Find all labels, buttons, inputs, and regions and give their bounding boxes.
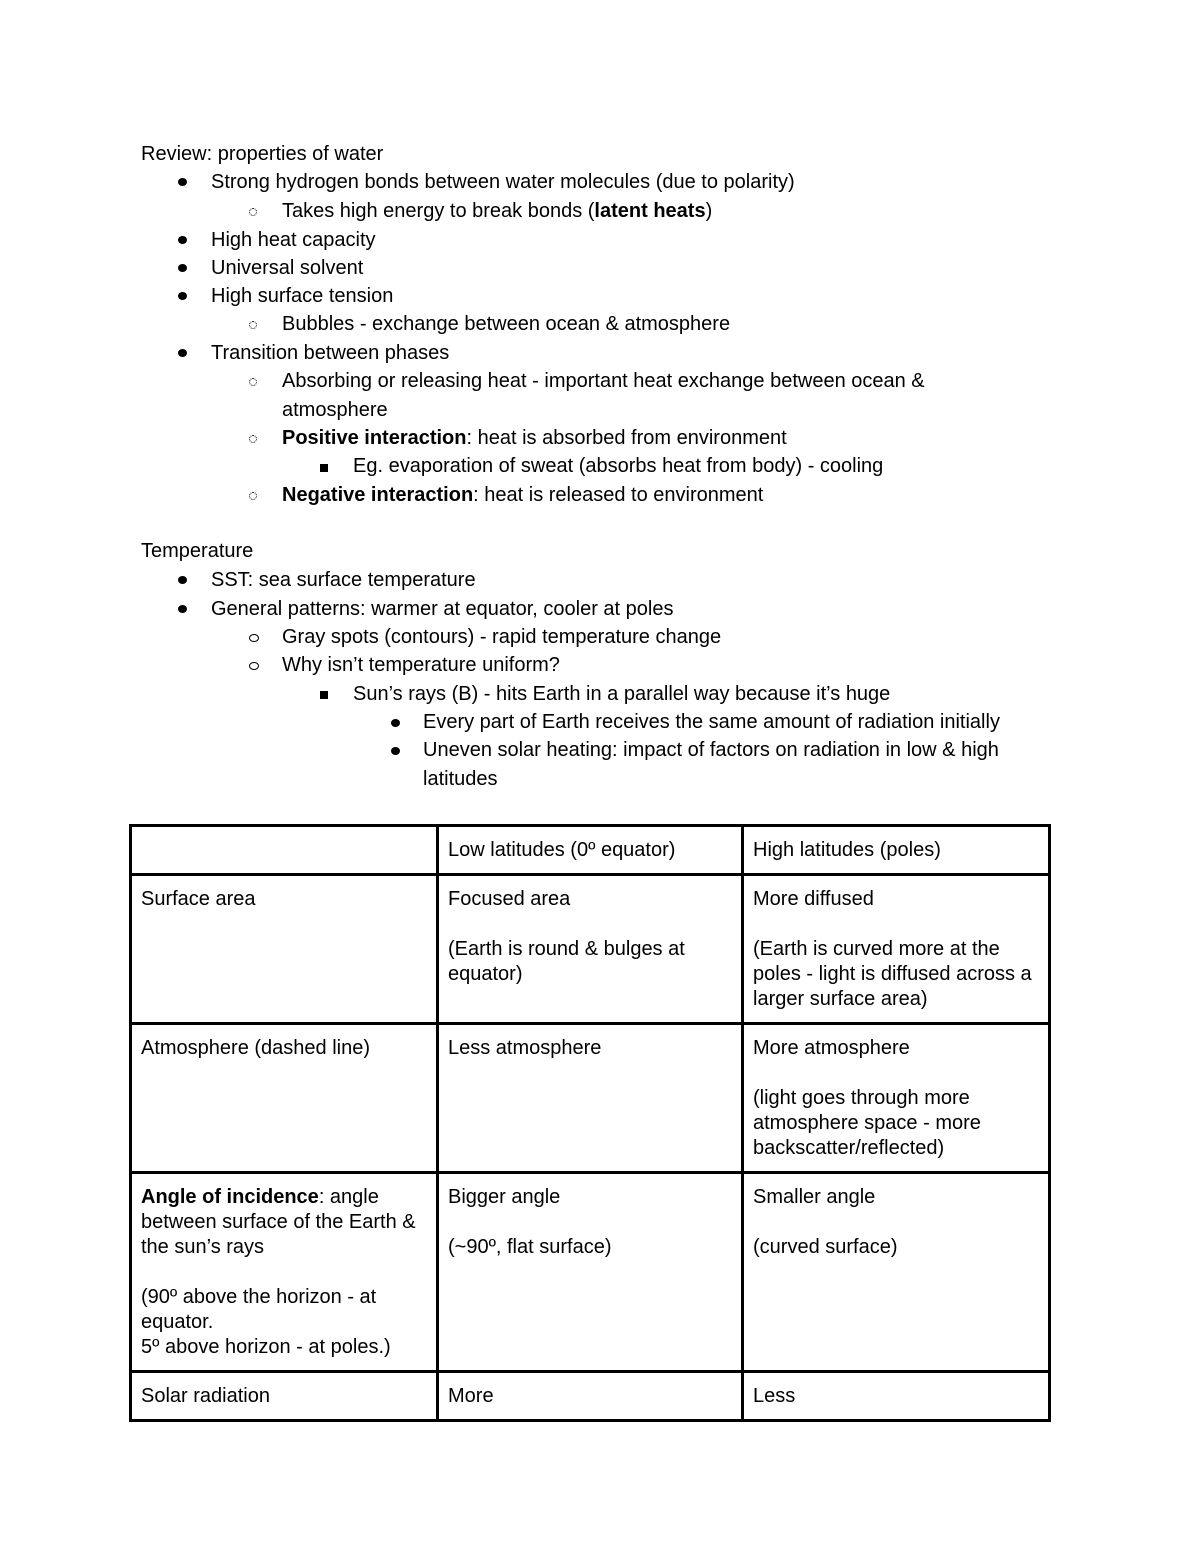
list-item: Eg. evaporation of sweat (absorbs heat from body) - cooling xyxy=(353,455,884,477)
header-cell: Low latitudes (0º equator) xyxy=(438,826,743,875)
bullet-disc-icon xyxy=(178,292,187,300)
list-item: Strong hydrogen bonds between water molecules (due to polarity) xyxy=(211,171,795,193)
list-item-text: : heat is absorbed from environment xyxy=(466,427,787,449)
table-row xyxy=(131,875,1050,1024)
table-cell xyxy=(438,875,743,1024)
list-item-text: Takes high energy to break bonds ( xyxy=(282,200,595,222)
list-item-text: : heat is released to environment xyxy=(473,484,764,506)
cell-text: Focused area xyxy=(448,888,571,910)
latent-heats-term: latent heats xyxy=(594,200,706,222)
list-item: Universal solvent xyxy=(211,257,364,279)
table-cell xyxy=(743,1024,1050,1173)
list-item-text: ) xyxy=(705,200,713,222)
row-label xyxy=(131,1173,438,1372)
table-cell xyxy=(438,1024,743,1173)
list-item xyxy=(282,197,712,225)
list-item-continued: latitudes xyxy=(423,768,498,790)
bullet-ring-icon xyxy=(249,208,257,216)
table-row xyxy=(131,1173,1050,1372)
list-item: Sun’s rays (B) - hits Earth in a parallel way because it’s huge xyxy=(353,683,891,705)
list-item: Transition between phases xyxy=(211,342,450,364)
cell-note: (light goes through more atmosphere space - more backscatter/reflected) xyxy=(753,1087,981,1159)
review-heading: Review: properties of water xyxy=(141,143,384,165)
table-row xyxy=(131,1024,1050,1173)
bullet-circle-icon xyxy=(249,634,259,642)
bullet-ring-icon xyxy=(249,492,257,500)
positive-interaction-term: Positive interaction xyxy=(282,427,467,449)
list-item: Every part of Earth receives the same amount of radiation initially xyxy=(423,711,1000,733)
header-cell xyxy=(131,826,438,875)
bullet-disc-icon xyxy=(178,178,187,186)
temperature-heading: Temperature xyxy=(141,540,254,562)
cell-text: Less atmosphere xyxy=(448,1037,602,1059)
row-label: Surface area xyxy=(131,875,438,1024)
bullet-disc-icon xyxy=(178,576,187,584)
header-cell: High latitudes (poles) xyxy=(743,826,1050,875)
latitude-comparison-table xyxy=(129,824,1051,1422)
table-cell: More xyxy=(438,1372,743,1421)
bullet-disc-icon xyxy=(178,236,187,244)
bullet-square-icon xyxy=(320,464,328,472)
row-label: Atmosphere (dashed line) xyxy=(131,1024,438,1173)
bullet-disc-icon xyxy=(391,747,400,755)
bullet-circle-icon xyxy=(249,662,259,670)
table-header-row xyxy=(131,826,1050,875)
angle-of-incidence-term: Angle of incidence xyxy=(141,1186,319,1208)
bullet-square-icon xyxy=(320,691,328,699)
list-item: General patterns: warmer at equator, cooler at poles xyxy=(211,598,674,620)
list-item: SST: sea surface temperature xyxy=(211,569,476,591)
row-label-note: 5º above horizon - at poles.) xyxy=(141,1336,391,1358)
table-cell xyxy=(743,875,1050,1024)
row-label-note: (90º above the horizon - at equator. xyxy=(141,1286,377,1333)
cell-text: Smaller angle xyxy=(753,1186,876,1208)
list-item xyxy=(282,424,787,452)
list-item: Bubbles - exchange between ocean & atmosphere xyxy=(282,313,731,335)
cell-note: (curved surface) xyxy=(753,1236,898,1258)
list-item: Uneven solar heating: impact of factors on radiation in low & high xyxy=(423,739,999,761)
bullet-disc-icon xyxy=(391,719,400,727)
table-cell xyxy=(438,1173,743,1372)
list-item-continued: atmosphere xyxy=(282,399,388,421)
bullet-disc-icon xyxy=(178,349,187,357)
list-item: Why isn’t temperature uniform? xyxy=(282,654,560,676)
cell-note: (~90º, flat surface) xyxy=(448,1236,612,1258)
list-item: Absorbing or releasing heat - important heat exchange between ocean & xyxy=(282,370,925,392)
cell-note: (Earth is round & bulges at equator) xyxy=(448,938,685,985)
row-label-text: : angle between surface of the Earth & the sun’s rays xyxy=(141,1186,416,1258)
list-item: High heat capacity xyxy=(211,229,376,251)
cell-note: (Earth is curved more at the poles - light is diffused across a larger surface area) xyxy=(753,938,1032,1010)
table-row xyxy=(131,1372,1050,1421)
cell-text: More diffused xyxy=(753,888,874,910)
list-item: High surface tension xyxy=(211,285,394,307)
bullet-disc-icon xyxy=(178,605,187,613)
bullet-disc-icon xyxy=(178,264,187,272)
list-item xyxy=(282,481,763,509)
table-cell: Less xyxy=(743,1372,1050,1421)
cell-text: More atmosphere xyxy=(753,1037,910,1059)
negative-interaction-term: Negative interaction xyxy=(282,484,474,506)
list-item: Gray spots (contours) - rapid temperature change xyxy=(282,626,722,648)
bullet-ring-icon xyxy=(249,435,257,443)
bullet-ring-icon xyxy=(249,378,257,386)
table-cell xyxy=(743,1173,1050,1372)
bullet-ring-icon xyxy=(249,321,257,329)
cell-text: Bigger angle xyxy=(448,1186,561,1208)
row-label: Solar radiation xyxy=(131,1372,438,1421)
